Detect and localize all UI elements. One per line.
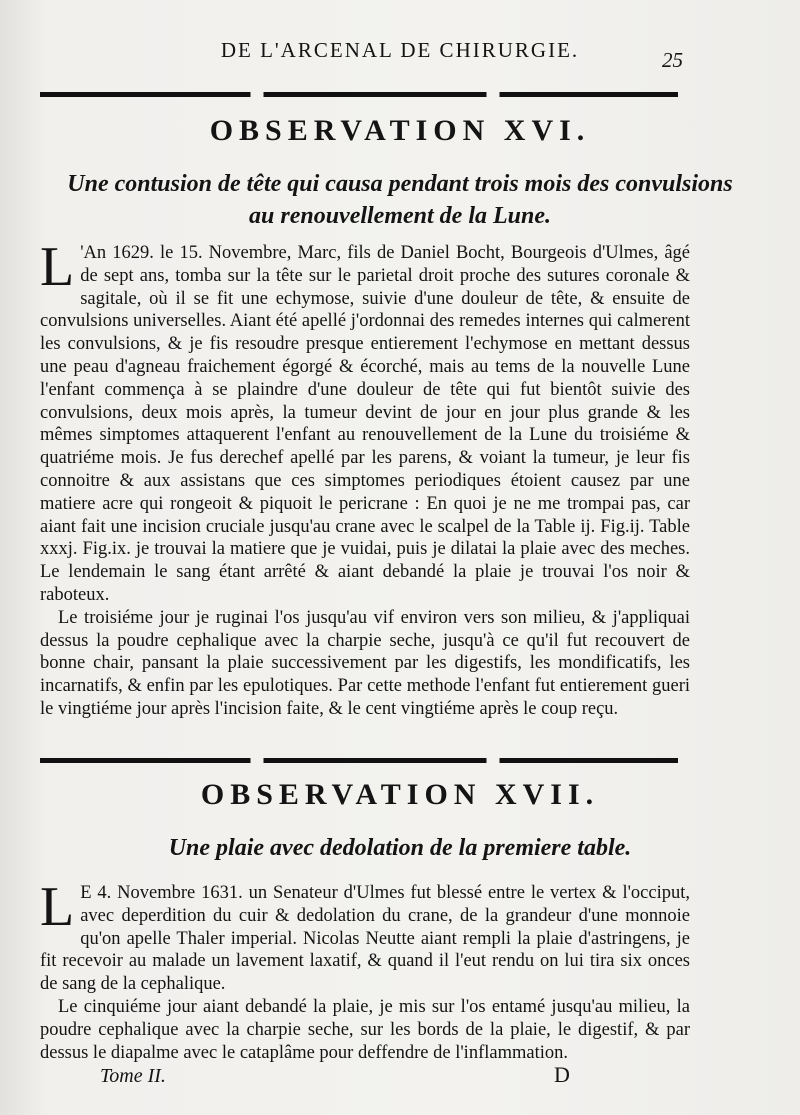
observation-17-title: OBSERVATION XVII.: [200, 778, 600, 811]
volume-label: Tome II.: [100, 1065, 166, 1087]
observation-17-subtitle: Une plaie avec dedolation de la premiere table.: [168, 835, 632, 861]
observation-17-paragraph: Le cinquiéme jour aiant debandé la plaie, je mis sur l'os entamé jusqu'au milieu, la poudre cephalique avec la charpie seche, sur les bords de la plaie, le digestif, & par dessus le diapalme avec le cataplâme pour deffendre de l'inflammation.: [40, 996, 690, 1063]
dropcap: L: [40, 236, 75, 298]
observation-16-paragraph: [40, 236, 690, 607]
paragraph-text: E 4. Novembre 1631. un Senateur d'Ulmes fut blessé entre le vertex & l'occiput, avec deperdition du cuir & dedolation du crane, de la grandeur d'une monnoie qu'on apelle Thaler imperial. Nicolas Neutte aiant rempli la plaie d'astringens, je fit recevoir au malade un lavement laxatif, & quand il l'eut rendu on lui tira six onces de sang de la cephalique.: [40, 883, 690, 995]
page-number: 25: [662, 48, 683, 72]
observation-17-paragraph: [40, 876, 690, 996]
dropcap: L: [40, 876, 75, 938]
section-divider-rule: [40, 758, 678, 763]
running-title: DE L'ARCENAL DE CHIRURGIE.: [220, 38, 580, 62]
header-rule: [40, 92, 678, 97]
signature-mark: D: [554, 1062, 570, 1087]
observation-16-subtitle: Une contusion de tête qui causa pendant trois mois des convulsions au renouvellement de la Lune.: [67, 171, 733, 229]
observation-17-body: [40, 876, 690, 1064]
observation-16-title: OBSERVATION XVI.: [209, 114, 591, 147]
observation-16-paragraph: Le troisiéme jour je ruginai l'os jusqu'au vif environ vers son milieu, & j'appliquai dessus la poudre cephalique avec la charpie seche, jusqu'à ce qu'il fut recouvert de bonne chair, pansant la plaie successivement par les digestifs, les mondificatifs, les incarnatifs, & enfin par les epulotiques. Par cette methode l'enfant fut entierement gueri le vingtiéme jour après l'incision faite, & le cent vingtiéme après le coup reçu.: [40, 607, 690, 719]
paragraph-text: 'An 1629. le 15. Novembre, Marc, fils de Daniel Bocht, Bourgeois d'Ulmes, âgé de sept ans, tomba sur la tête sur le parietal droit proche des sutures coronale & sagitale, où il se fit une echymose, suivie d'une douleur de tête, & ensuite de convulsions universelles. Aiant été apellé j'ordonnai des remedes internes qui calmerent les convulsions, & je fis resoudre presque entierement l'echymose en mettant dessus une peau d'agneau fraichement égorgé & écorché, mais au tems de la nouvelle Lune l'enfant commença à se plaindre d'une douleur de tête qui fut bientôt suivie des convulsions, deux mois après, la tumeur devint de jour en jour plus grande & les mêmes simptomes attaquerent l'enfant au renouvellement de la Lune du troisiéme & quatriéme mois. Je fus derechef apellé par les parens, & voiant la tumeur, je leur fis connoitre & aux assistans que ces simptomes periodiques étoient causez par une matiere acre qui rongeoit & piquoit le pericrane : En quoi je ne me trompai pas, car aiant fait une incision cruciale jusqu'au crane avec le scalpel de la Table ij. Fig.ij. Table xxxj. Fig.ix. je trouvai la matiere que je vuidai, puis je dilatai la plaie avec des meches. Le lendemain le sang étant arrêté & aiant debandé la plaie je trouvai l'os noir & raboteux.: [40, 243, 690, 605]
observation-16-body: [40, 236, 690, 721]
